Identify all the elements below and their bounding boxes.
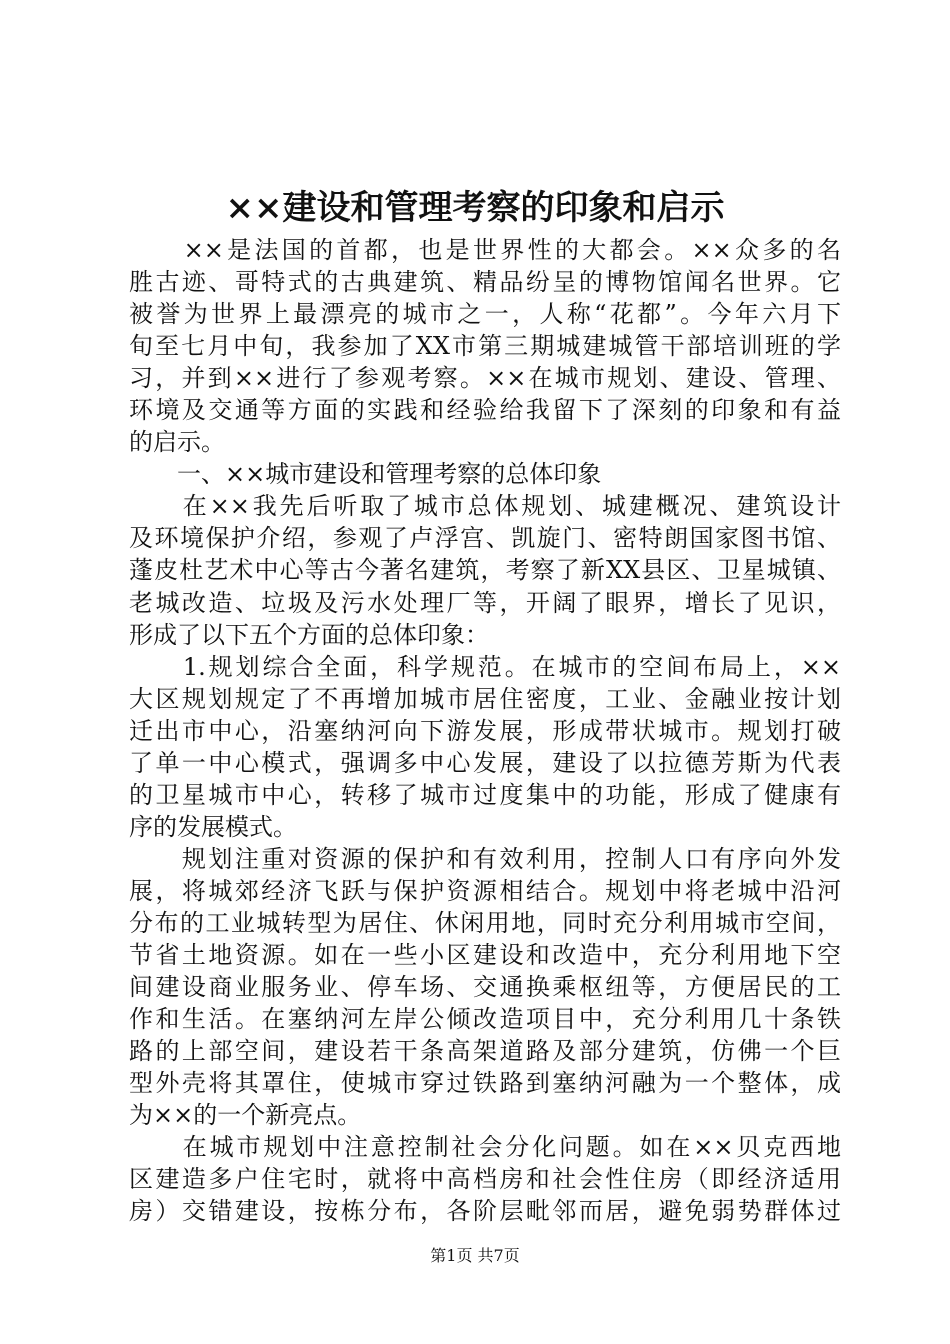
text-line: 节省土地资源。如在一些小区建设和改造中，充分利用地下空 — [129, 941, 841, 970]
page-footer: 第1页 共7页 — [430, 1246, 520, 1265]
text-line: 胜古迹、哥特式的古典建筑、精品纷呈的博物馆闻名世界。它 — [129, 268, 841, 297]
text-line: 蓬皮杜艺术中心等古今著名建筑，考察了新XX县区、卫星城镇、 — [129, 556, 841, 585]
text-line: 大区规划规定了不再增加城市居住密度，工业、金融业按计划 — [129, 684, 841, 713]
text-line: 规划注重对资源的保护和有效利用，控制人口有序向外发 — [129, 844, 841, 873]
text-line: 序的发展模式。 — [129, 812, 297, 841]
text-line: 旬至七月中旬，我参加了XX市第三期城建城管干部培训班的学 — [129, 332, 841, 361]
text-line: 习，并到××进行了参观考察。××在城市规划、建设、管理、 — [129, 364, 841, 393]
text-line: 及环境保护介绍，参观了卢浮宫、凯旋门、密特朗国家图书馆、 — [129, 524, 841, 553]
text-line: 房）交错建设，按栋分布，各阶层毗邻而居，避免弱势群体过 — [129, 1197, 841, 1226]
text-line: 形成了以下五个方面的总体印象： — [129, 620, 489, 649]
text-line: 环境及交通等方面的实践和经验给我留下了深刻的印象和有益 — [129, 396, 841, 425]
text-line: 的卫星城市中心，转移了城市过度集中的功能，形成了健康有 — [129, 780, 841, 809]
text-line: ××是法国的首都，也是世界性的大都会。××众多的名 — [129, 236, 841, 264]
text-line: 被誉为世界上最漂亮的城市之一，人称“花都”。今年六月下 — [129, 300, 841, 329]
text-line: 迁出市中心，沿塞纳河向下游发展，形成带状城市。规划打破 — [129, 716, 841, 745]
document-body — [129, 234, 841, 1227]
text-line: 区建造多户住宅时，就将中高档房和社会性住房（即经济适用 — [129, 1165, 841, 1194]
text-line: 作和生活。在塞纳河左岸公倾改造项目中，充分利用几十条铁 — [129, 1005, 841, 1034]
text-line: 在城市规划中注意控制社会分化问题。如在××贝克西地 — [129, 1133, 841, 1162]
text-line: 为××的一个新亮点。 — [129, 1101, 362, 1130]
text-line: 型外壳将其罩住，使城市穿过铁路到塞纳河融为一个整体，成 — [129, 1069, 841, 1098]
text-line: 展，将城郊经济飞跃与保护资源相结合。规划中将老城中沿河 — [129, 876, 841, 905]
text-line: 了单一中心模式，强调多中心发展，建设了以拉德芳斯为代表 — [129, 748, 841, 777]
text-line: 1.规划综合全面，科学规范。在城市的空间布局上，×× — [129, 652, 841, 681]
text-line: 的启示。 — [129, 428, 225, 457]
text-line: 在××我先后听取了城市总体规划、城建概况、建筑设计 — [129, 492, 841, 521]
text-line: 路的上部空间，建设若干条高架道路及部分建筑，仿佛一个巨 — [129, 1037, 841, 1066]
document-title: ××建设和管理考察的印象和启示 — [225, 188, 725, 228]
text-line: 分布的工业城转型为居住、休闲用地，同时充分利用城市空间， — [129, 908, 841, 937]
text-line: 间建设商业服务业、停车场、交通换乘枢纽等，方便居民的工 — [129, 973, 841, 1002]
text-line: 一、××城市建设和管理考察的总体印象 — [129, 460, 602, 489]
text-line: 老城改造、垃圾及污水处理厂等，开阔了眼界，增长了见识， — [129, 588, 841, 617]
